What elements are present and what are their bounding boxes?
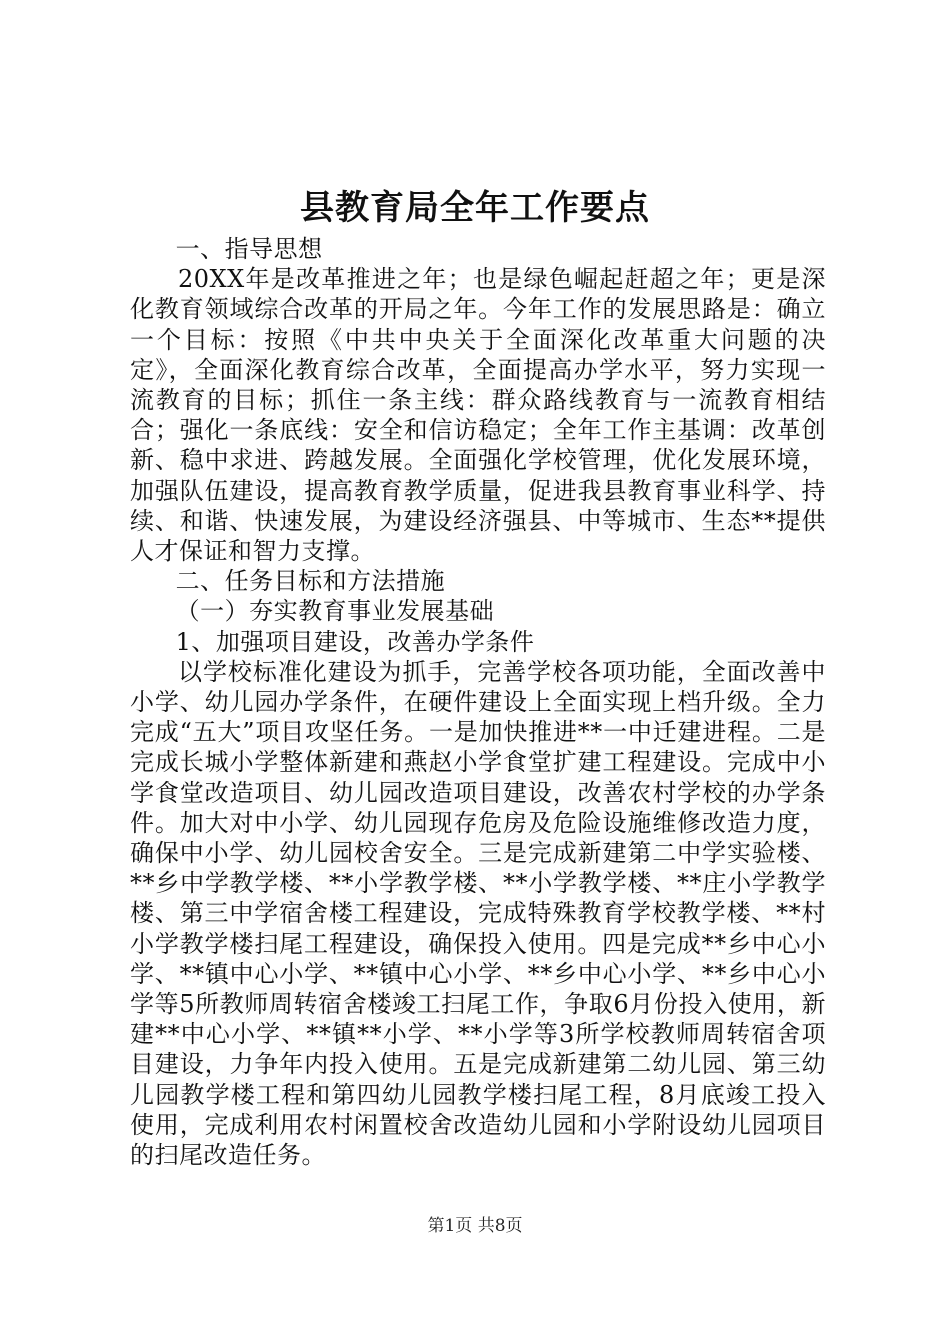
section-heading-tasks-and-measures: 二、任务目标和方法措施 <box>175 567 446 596</box>
item-heading-project-construction: 1、加强项目建设，改善办学条件 <box>175 627 535 656</box>
section-heading-guiding-ideology: 一、指导思想 <box>175 235 323 263</box>
subsection-heading-foundation: （一）夯实教育事业发展基础 <box>175 597 495 626</box>
paragraph-guiding-ideology: 20XX年是改革推进之年；也是绿色崛起赶超之年；更是深化教育领域综合改革的开局之年。今年工作的发展思路是：确立一个目标：按照《中共中央关于全面深化改革重大问题的决定》，全面深化教育综合改革，全面提高办学水平，努力实现一流教育的目标；抓住一条主线：群众路线教育与一流教育相结合；强化一条底线：安全和信访稳定；全年工作主基调：改革创新、稳中求进、跨越发展。全面强化学校管理，优化发展环境，加强队伍建设，提高教育教学质量，促进我县教育事业科学、持续、和谐、快速发展，为建设经济强县、中等城市、生态**提供人才保证和智力支撑。 <box>130 265 826 566</box>
page-number: 第1页 共8页 <box>427 1216 523 1236</box>
paragraph-project-construction: 以学校标准化建设为抓手，完善学校各项功能，全面改善中小学、幼儿园办学条件，在硬件建设上全面实现上档升级。全力完成“五大”项目攻坚任务。一是加快推进**一中迁建进程。二是完成长城小学整体新建和燕赵小学食堂扩建工程建设。完成中小学食堂改造项目、幼儿园改造项目建设，改善农村学校的办学条件。加大对中小学、幼儿园现存危房及危险设施维修改造力度，确保中小学、幼儿园校舍安全。三是完成新建第二中学实验楼、**乡中学教学楼、**小学教学楼、**小学教学楼、**庄小学教学楼、第三中学宿舍楼工程建设，完成特殊教育学校教学楼、**村小学教学楼扫尾工程建设，确保投入使用。四是完成**乡中心小学、**镇中心小学、**镇中心小学、**乡中心小学、**乡中心小学等5所教师周转宿舍楼竣工扫尾工作，争取6月份投入使用，新建**中心小学、**镇**小学、**小学等3所学校教师周转宿舍项目建设，力争年内投入使用。五是完成新建第二幼儿园、第三幼儿园教学楼工程和第四幼儿园教学楼扫尾工程，8月底竣工投入使用，完成利用农村闲置校舍改造幼儿园和小学附设幼儿园项目的扫尾改造任务。 <box>130 657 826 1170</box>
document-body <box>130 234 826 1170</box>
document-title: 县教育局全年工作要点 <box>300 188 650 228</box>
